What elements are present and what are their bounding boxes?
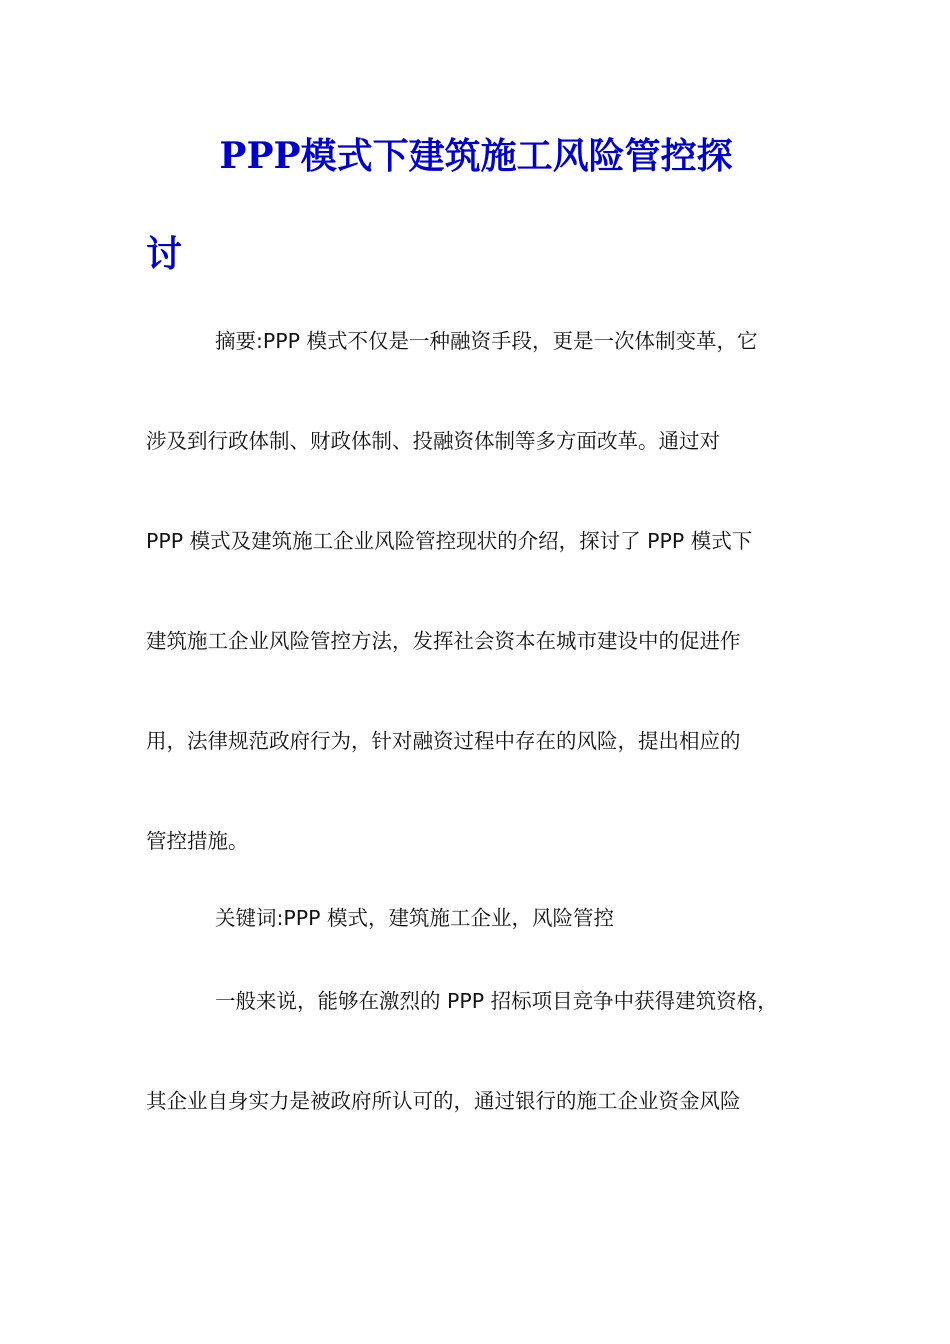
abstract-line-5: 用，法律规范政府行为，针对融资过程中存在的风险，提出相应的	[146, 729, 741, 753]
title-line-2: 讨	[146, 233, 183, 275]
title-line-1: PPP模式下建筑施工风险管控探	[219, 135, 733, 177]
abstract-line-6: 管控措施。	[146, 829, 249, 853]
abstract-line-1: 摘要:PPP 模式不仅是一种融资手段，更是一次体制变革，它	[215, 329, 758, 353]
abstract-line-2: 涉及到行政体制、财政体制、投融资体制等多方面改革。通过对	[146, 429, 720, 453]
body-line-1: 一般来说，能够在激烈的 PPP 招标项目竞争中获得建筑资格，	[215, 989, 778, 1013]
abstract-line-4: 建筑施工企业风险管控方法，发挥社会资本在城市建设中的促进作	[146, 629, 741, 653]
body-line-2: 其企业自身实力是被政府所认可的，通过银行的施工企业资金风险	[146, 1089, 741, 1113]
abstract-line-3: PPP 模式及建筑施工企业风险管控现状的介绍，探讨了 PPP 模式下	[146, 529, 753, 553]
keywords-line: 关键词:PPP 模式，建筑施工企业，风险管控	[215, 906, 615, 930]
